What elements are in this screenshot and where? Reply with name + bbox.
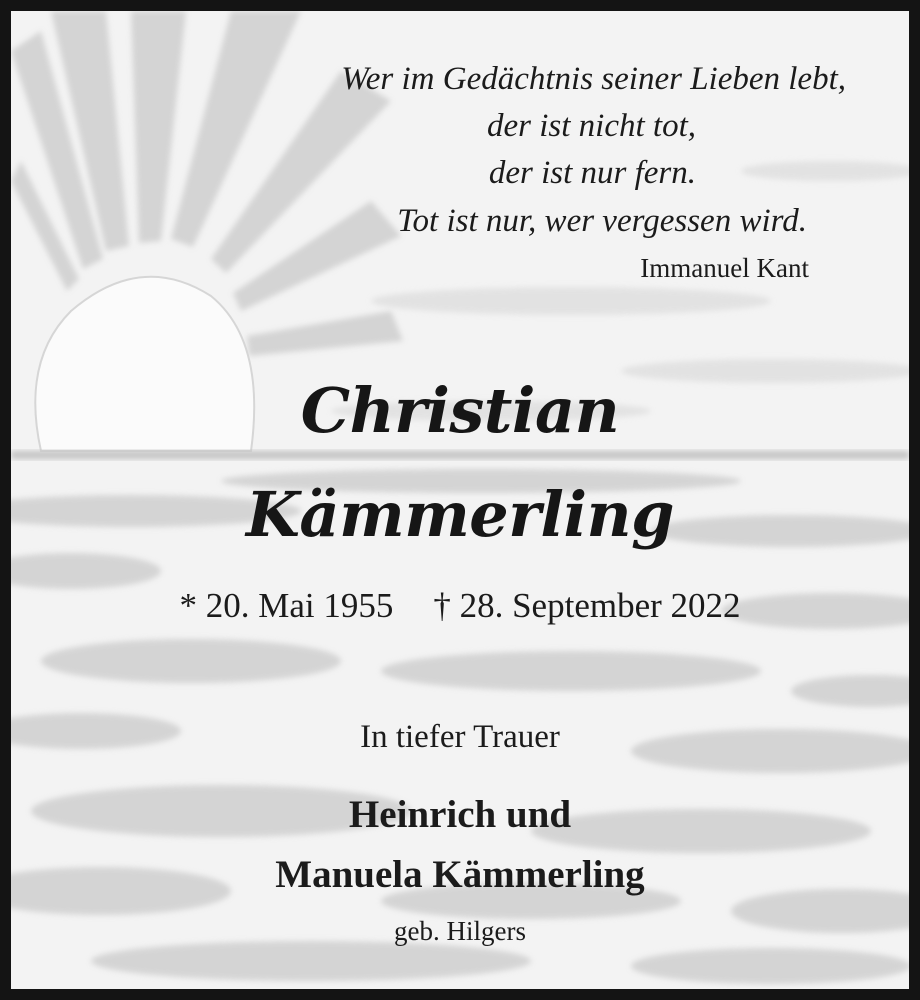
mourning-intro: In tiefer Trauer (360, 719, 560, 755)
quote-author: Immanuel Kant (640, 253, 809, 283)
quote-line-2: der ist nicht tot, (487, 108, 696, 144)
notice-text (11, 11, 909, 989)
birth-date: * 20. Mai 1955 (179, 586, 394, 625)
life-dates (11, 584, 909, 628)
deceased-last-name: Kämmerling (246, 478, 674, 551)
death-date: † 28. September 2022 (433, 586, 741, 625)
deceased-first-name: Christian (300, 374, 620, 447)
quote-line-3: der ist nur fern. (488, 155, 696, 191)
mourner-names-line-2: Manuela Kämmerling (275, 853, 645, 896)
quote-line-4: Tot ist nur, wer vergessen wird. (397, 203, 807, 239)
mourner-maiden-name: geb. Hilgers (394, 916, 526, 946)
quote-line-1: Wer im Gedächtnis seiner Lieben lebt, (341, 61, 846, 97)
mourner-names-line-1: Heinrich und (348, 793, 572, 836)
